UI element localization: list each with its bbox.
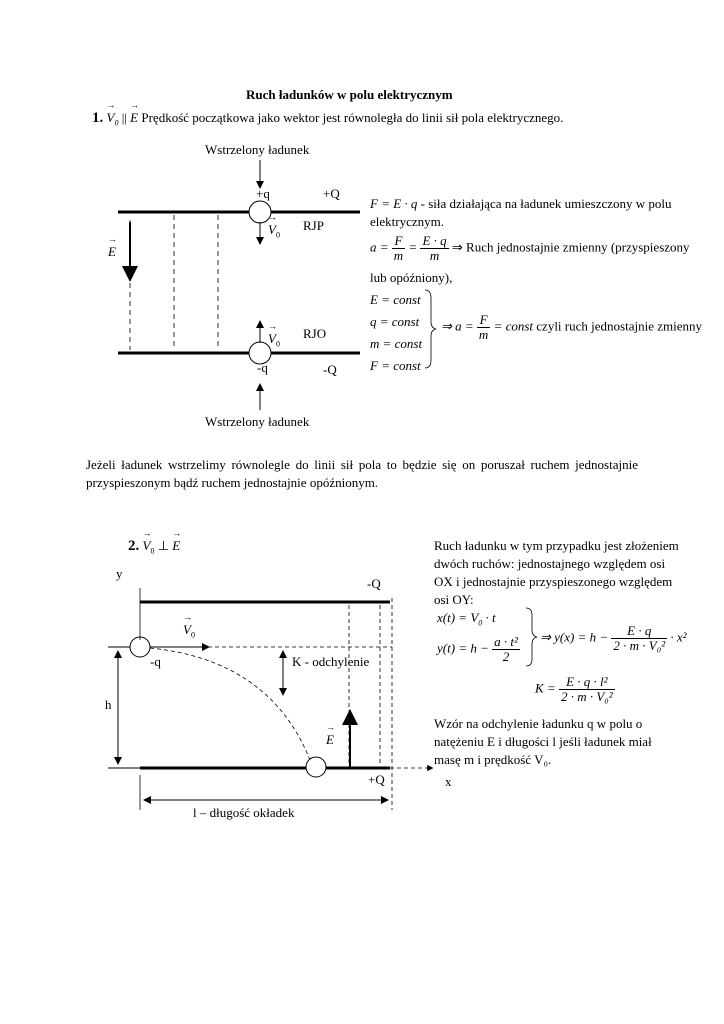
k-label: K - odchylenie (292, 654, 370, 669)
const-f: F = const (370, 358, 421, 373)
section2-plus-big-q: +Q (368, 772, 385, 787)
eq-result: ⇒ y(x) = h − $\frac{E \cdot q}{\text{2 · m · V₀²}}$ · x² (540, 623, 687, 653)
eq-x: $x(t) = V_0 \cdot t$ (437, 610, 496, 628)
const-e: E = const (370, 292, 421, 307)
section2-e-label: → E (326, 732, 334, 748)
bottom-v0-label: → $V_0$ (268, 331, 280, 349)
const-m: m = const (370, 336, 423, 351)
e-symbol: → E (130, 110, 138, 126)
section1-paragraph: Jeżeli ładunek wstrzelimy równolegle do linii sił pola to będzie się on poruszał ruchem jednostajnie przyspieszonym bądź ruchem jednostajnie opóźnionym. (86, 457, 638, 490)
k-formula: K = $\frac{\text{E · q · l²}}{\text{2 · m · V₀²}}$ (535, 674, 613, 704)
section2-heading: 2. → $V_0$ ⊥ → E (128, 538, 180, 556)
section2-final: Wzór na odchylenie ładunku q w polu o natężeniu E i długości l jeśli ładunek miał masę m i prędkość V₀. (434, 716, 652, 767)
minus-q-label: -q (257, 360, 268, 375)
section1-number: 1. (92, 110, 104, 126)
parallel-symbol: || (121, 110, 127, 125)
section2-v0-label: → $V_0$ (183, 622, 195, 640)
section2-minus-big-q: -Q (367, 576, 381, 591)
bottom-injected-label: Wstrzelony ładunek (205, 414, 310, 429)
force-formula-line: F = E · q - siła działająca na ładunek umieszczony w polu (370, 196, 672, 211)
top-injected-label: Wstrzelony ładunek (205, 142, 310, 157)
const-result: ⇒ a = $\frac{F}{m}$ = const czyli ruch jednostajnie zmienny (441, 312, 702, 342)
eq-y: y(t) = h − $\frac{\text{a · t²}}{2}$ (437, 634, 518, 664)
force-desc-2: elektrycznym. (370, 214, 444, 229)
v0-symbol: → $V_0$ (107, 110, 119, 128)
section2-minus-q: -q (150, 654, 161, 669)
field-e-label: → E (108, 244, 116, 260)
y-axis-label: y (116, 566, 123, 581)
page-title: Ruch ładunków w polu elektrycznym (246, 87, 453, 102)
minus-big-q-label: -Q (323, 362, 337, 377)
top-v0-label: → $V_0$ (268, 222, 280, 240)
plus-big-q-label: +Q (323, 186, 340, 201)
rjp-label: RJP (303, 218, 324, 233)
section1-heading-text: Prędkość początkowa jako wektor jest równoległa do linii sił pola elektrycznego. (141, 110, 564, 125)
length-label: l – długość okładek (193, 805, 295, 820)
x-axis-label: x (445, 774, 452, 789)
rjo-label: RJO (303, 326, 327, 341)
section2-desc: Ruch ładunku w tym przypadku jest złożeniem dwóch ruchów: jednostajnego względem osi OX i jednostajnie przyspieszonego względem osi OY: (434, 538, 679, 607)
plus-q-label: +q (256, 186, 270, 201)
h-label: h (105, 697, 112, 712)
accel-desc-2: lub opóźniony), (370, 270, 453, 285)
const-q: q = const (370, 314, 420, 329)
accel-formula: a = $\frac{F}{m}$ = $\frac{E \cdot q}{m}$ ⇒ Ruch jednostajnie zmienny (przyspieszony (370, 233, 690, 263)
